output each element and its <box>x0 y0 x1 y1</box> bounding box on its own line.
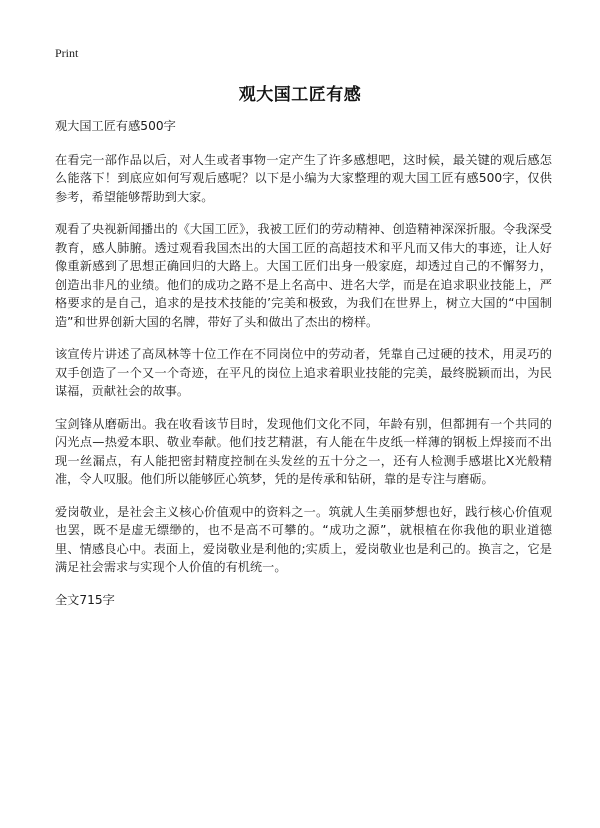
paragraph-viewing: 观看了央视新闻播出的《大国工匠》，我被工匠们的劳动精神、创造精神深深折服。令我深受教育，感人肺腑。透过观看我国杰出的大国工匠的高超技术和平凡而又伟大的事迹，让人好像重新感到了思想正确回归的大路上。大国工匠们出身一般家庭，却透过自己的不懈努力，创造出非凡的业绩。他们的成功之路不是上名高中、进名大学，而是在追求职业技能上，严格要求的是自己，追求的是技术技能的’完美和极致，为我们在世界上，树立大国的“中国制造”和世界创新大国的名牌，带好了头和做出了杰出的榜样。 <box>55 222 552 329</box>
page-title: 观大国工匠有感 <box>238 85 362 105</box>
paragraph-dedication: 爱岗敬业，是社会主义核心价值观中的资料之一。筑就人生美丽梦想也好，践行核心价值观也罢，既不是虚无缥缈的，也不是高不可攀的。“成功之源”，就根植在你我他的职业道德里、情感良心中。表面上，爱岗敬业是利他的;实质上，爱岗敬业也是利己的。换言之，它是满足社会需求与实现个人价值的有机统一。 <box>55 504 552 574</box>
paragraph-story: 该宣传片讲述了高凤林等十位工作在不同岗位中的劳动者，凭靠自己过硬的技术，用灵巧的双手创造了一个又一个奇迹，在平凡的岗位上追求着职业技能的完美，最终脱颖而出，为民谋福，贡献社会的故事。 <box>55 347 552 398</box>
print-link[interactable]: Print <box>55 46 79 60</box>
article-body <box>55 117 552 623</box>
paragraph-sharpening: 宝剑锋从磨砺出。我在收看该节目时，发现他们文化不同，年龄有别，但都拥有一个共同的闪光点—热爱本职、敬业奉献。他们技艺精湛，有人能在牛皮纸一样薄的钢板上焊接而不出现一丝漏点，有人能把密封精度控制在头发丝的五十分之一，还有人检测手感堪比X光般精准，令人叹服。他们所以能够匠心筑梦，凭的是传承和钻研，靠的是专注与磨砺。 <box>55 416 552 486</box>
paragraph-intro: 在看完一部作品以后，对人生或者事物一定产生了许多感想吧，这时候，最关键的观后感怎么能落下！到底应如何写观后感呢？以下是小编为大家整理的观大国工匠有感500字，仅供参考，希望能够帮助到大家。 <box>55 152 552 204</box>
word-count: 全文715字 <box>55 592 115 607</box>
article-subtitle: 观大国工匠有感500字 <box>55 119 176 133</box>
